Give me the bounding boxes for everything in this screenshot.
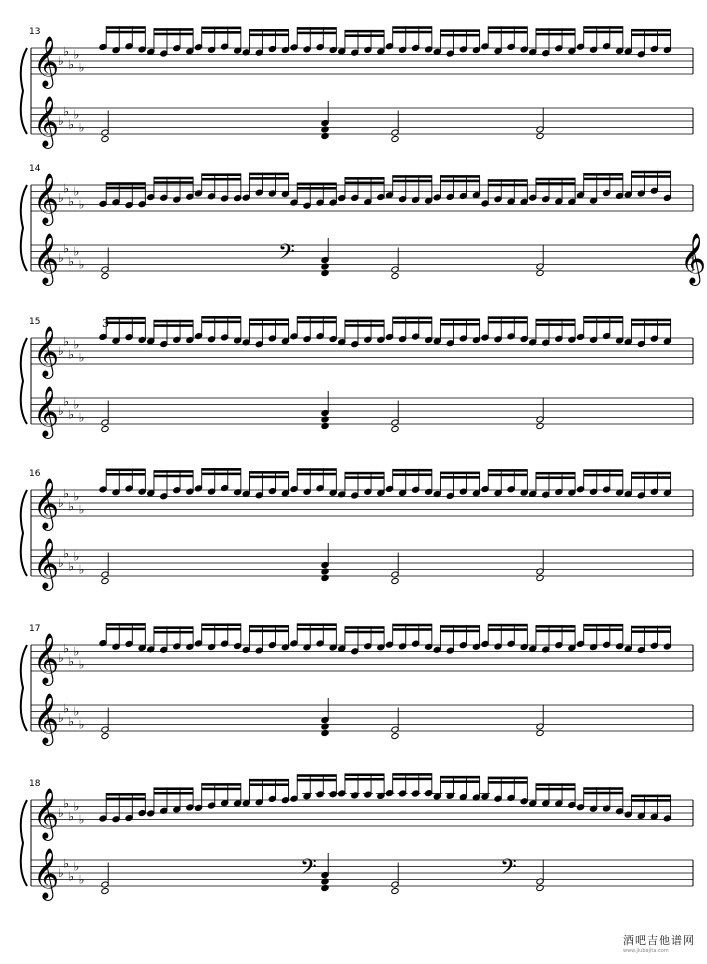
beam [202, 623, 241, 626]
beam [536, 788, 575, 791]
lh-chord [391, 553, 399, 585]
beam [106, 623, 145, 626]
chord-note [101, 887, 109, 894]
chord-note [321, 729, 329, 736]
beam [345, 177, 384, 180]
beam [249, 318, 288, 321]
brace [21, 800, 27, 886]
beam [345, 626, 384, 629]
beam [631, 175, 670, 178]
chord-note [391, 272, 399, 279]
flat-icon: ♭ [68, 714, 75, 729]
chord-note [321, 126, 329, 133]
flat-icon: ♭ [78, 657, 85, 672]
chord-note [321, 574, 329, 581]
flat-icon: ♭ [78, 257, 85, 272]
beam [584, 624, 623, 627]
beam [584, 321, 623, 324]
flat-icon: ♭ [73, 107, 80, 122]
beam [297, 321, 336, 324]
treble-clef-icon: 𝄞 [33, 96, 60, 147]
beam [631, 319, 670, 322]
beam [584, 474, 623, 477]
lh-chord [391, 248, 399, 280]
chord-note [101, 272, 109, 279]
beam [154, 792, 193, 795]
beam [106, 793, 145, 796]
beam [249, 29, 288, 32]
beam [106, 473, 145, 476]
beam [584, 178, 623, 181]
treble-clef-icon: 𝄞 [33, 848, 60, 899]
chord-note [536, 729, 544, 736]
bass-clef-icon: 𝄢 [300, 855, 317, 885]
beam [393, 473, 432, 476]
flat-icon: ♭ [73, 704, 80, 719]
treble-clef-icon: 𝄞 [33, 478, 60, 529]
beam [202, 173, 241, 176]
flat-icon: ♭ [78, 197, 85, 212]
chord-note [391, 135, 399, 142]
beam [106, 26, 145, 29]
system-17 [21, 623, 693, 746]
flat-icon: ♭ [63, 104, 69, 119]
beam [202, 468, 241, 471]
lh-chord [536, 398, 544, 430]
beam [154, 28, 193, 31]
beam [345, 320, 384, 323]
beam [249, 779, 288, 782]
beam [202, 178, 241, 181]
beam [154, 320, 193, 323]
lh-chord [101, 708, 109, 740]
beam [536, 625, 575, 628]
beam [297, 468, 336, 471]
flat-icon: ♭ [58, 496, 64, 510]
beam [345, 778, 384, 781]
beam [440, 630, 479, 633]
beam [106, 317, 145, 320]
beam [393, 773, 432, 776]
beam [249, 33, 288, 36]
beam [297, 183, 336, 186]
lh-chord [536, 108, 544, 140]
beam [249, 177, 288, 180]
flat-icon: ♭ [63, 641, 69, 656]
beam [488, 474, 527, 477]
measure-number: 15 [29, 317, 41, 327]
flat-icon: ♭ [58, 651, 64, 665]
beam [440, 625, 479, 628]
beam [393, 778, 432, 781]
chord-note [391, 887, 399, 894]
beam [631, 799, 670, 802]
flat-icon: ♭ [73, 489, 80, 504]
beam [154, 181, 193, 184]
beam [393, 317, 432, 320]
beam [631, 626, 670, 629]
flat-icon: ♭ [68, 254, 75, 269]
treble-clef-icon: 𝄞 [33, 538, 60, 589]
beam [154, 33, 193, 36]
treble-clef-icon: 𝄞 [33, 693, 60, 744]
beam [393, 321, 432, 324]
beam [297, 473, 336, 476]
beam [345, 182, 384, 185]
lh-chord [101, 248, 109, 280]
flat-icon: ♭ [78, 120, 85, 135]
beam [584, 792, 623, 795]
beam [393, 31, 432, 34]
chord-note [321, 416, 329, 423]
lh-chord [391, 863, 399, 895]
beam [584, 787, 623, 790]
brace [21, 338, 27, 424]
beam [584, 26, 623, 29]
beam [584, 316, 623, 319]
flat-icon: ♭ [58, 114, 64, 128]
beam [536, 476, 575, 479]
beam [488, 26, 527, 29]
chord-note [321, 132, 329, 139]
beam [345, 30, 384, 33]
flat-icon: ♭ [78, 812, 85, 827]
beam [393, 624, 432, 627]
beam [488, 781, 527, 784]
flat-icon: ♭ [63, 394, 69, 409]
flat-icon: ♭ [68, 117, 75, 132]
beam [440, 175, 479, 178]
flat-icon: ♭ [68, 57, 75, 72]
flat-icon: ♭ [58, 251, 64, 265]
brace [21, 645, 27, 731]
beam [440, 180, 479, 183]
flat-icon: ♭ [58, 866, 64, 880]
chord-note [321, 568, 329, 575]
flat-icon: ♭ [68, 559, 75, 574]
beam [345, 324, 384, 327]
beam [202, 783, 241, 786]
treble-clef-icon: 𝄞 [33, 233, 60, 284]
beam [536, 33, 575, 36]
beam [297, 774, 336, 777]
beam [249, 471, 288, 474]
treble-clef-icon: 𝄞 [33, 326, 60, 377]
beam [488, 628, 527, 631]
beam [297, 187, 336, 190]
beam [488, 777, 527, 780]
beam [440, 472, 479, 475]
beam [202, 316, 241, 319]
beam [536, 178, 575, 181]
beam [536, 472, 575, 475]
chord-note [321, 723, 329, 730]
beam [440, 29, 479, 32]
beam [536, 323, 575, 326]
flat-icon: ♭ [68, 869, 75, 884]
chord-note [101, 732, 109, 739]
flat-icon: ♭ [58, 404, 64, 418]
beam [154, 470, 193, 473]
lh-chord [536, 705, 544, 737]
system-18 [21, 773, 693, 901]
beam [536, 319, 575, 322]
beam [488, 179, 527, 182]
beam [631, 33, 670, 36]
beam [393, 628, 432, 631]
beam [297, 623, 336, 626]
beam [631, 29, 670, 32]
lh-chord [101, 863, 109, 895]
chord-note [321, 878, 329, 885]
flat-icon: ♭ [68, 407, 75, 422]
beam [297, 27, 336, 30]
beam [584, 628, 623, 631]
flat-icon: ♭ [73, 859, 80, 874]
beam [584, 173, 623, 176]
beam [631, 476, 670, 479]
bass-clef-icon: 𝄢 [278, 240, 295, 270]
beam [106, 321, 145, 324]
lh-chord [391, 708, 399, 740]
brace [21, 490, 27, 576]
chord-note [536, 574, 544, 581]
flat-icon: ♭ [63, 796, 69, 811]
beam [440, 318, 479, 321]
flat-icon: ♭ [63, 181, 69, 196]
treble-clef-icon: 𝄞 [33, 173, 60, 224]
measure-number: 17 [29, 624, 41, 634]
beam [154, 626, 193, 629]
flat-icon: ♭ [58, 806, 64, 820]
beam [488, 184, 527, 187]
beam [202, 31, 241, 34]
beam [631, 323, 670, 326]
flat-icon: ♭ [73, 799, 80, 814]
flat-icon: ♭ [58, 556, 64, 570]
beam [106, 187, 145, 190]
flat-icon: ♭ [78, 410, 85, 425]
flat-icon: ♭ [78, 562, 85, 577]
beam [106, 628, 145, 631]
chord-note [101, 135, 109, 142]
lh-chord [391, 401, 399, 433]
flat-icon: ♭ [58, 54, 64, 68]
beam [631, 171, 670, 174]
system-16 [21, 468, 693, 591]
treble-clef-icon: 𝄞 [33, 36, 60, 87]
treble-clef-icon: 𝄞 [33, 788, 60, 839]
lh-chord [101, 401, 109, 433]
beam [584, 469, 623, 472]
chord-note [321, 263, 329, 270]
beam [249, 625, 288, 628]
treble-clef-icon: 𝄞 [680, 233, 707, 284]
treble-clef-icon: 𝄞 [33, 386, 60, 437]
beam [249, 323, 288, 326]
flat-icon: ♭ [78, 872, 85, 887]
flat-icon: ♭ [73, 47, 80, 62]
beam [154, 787, 193, 790]
flat-icon: ♭ [73, 397, 80, 412]
chord-note [321, 422, 329, 429]
flat-icon: ♭ [68, 347, 75, 362]
chord-note [391, 425, 399, 432]
beam [488, 31, 527, 34]
beam [249, 173, 288, 176]
beam [202, 788, 241, 791]
beam [249, 783, 288, 786]
lh-chord [536, 550, 544, 582]
watermark [623, 932, 695, 954]
beam [488, 624, 527, 627]
beam [249, 630, 288, 633]
flat-icon: ♭ [78, 717, 85, 732]
measure-number: 18 [29, 779, 41, 789]
beam [584, 31, 623, 34]
chord-note [101, 577, 109, 584]
flat-icon: ♭ [63, 701, 69, 716]
beam [202, 27, 241, 30]
flat-icon: ♭ [78, 60, 85, 75]
beam [440, 476, 479, 479]
beam [393, 180, 432, 183]
flat-icon: ♭ [63, 44, 69, 59]
beam [154, 177, 193, 180]
system-15 [21, 316, 693, 439]
beam [202, 628, 241, 631]
flat-icon: ♭ [63, 546, 69, 561]
brace [21, 185, 27, 271]
flat-icon: ♭ [73, 184, 80, 199]
beam [536, 28, 575, 31]
system-14 [21, 164, 706, 286]
beam [631, 472, 670, 475]
flat-icon: ♭ [73, 337, 80, 352]
flat-icon: ♭ [78, 502, 85, 517]
beam [345, 631, 384, 634]
beam [297, 628, 336, 631]
chord-note [536, 269, 544, 276]
beam [106, 798, 145, 801]
bass-clef-icon: 𝄢 [500, 855, 517, 885]
measure-number: 14 [29, 164, 41, 174]
system-13 [21, 26, 693, 149]
chord-note [391, 577, 399, 584]
beam [440, 780, 479, 783]
beam [393, 469, 432, 472]
flat-icon: ♭ [63, 486, 69, 501]
beam [536, 182, 575, 185]
lh-chord [101, 553, 109, 585]
treble-clef-icon: 𝄞 [33, 633, 60, 684]
lh-chord [536, 860, 544, 892]
measure-number: 13 [29, 27, 41, 37]
flat-icon: ♭ [63, 334, 69, 349]
flat-icon: ♭ [68, 809, 75, 824]
beam [154, 631, 193, 634]
beam [488, 469, 527, 472]
beam [393, 26, 432, 29]
chord-note [536, 422, 544, 429]
beam [440, 34, 479, 37]
beam [297, 316, 336, 319]
beam [202, 473, 241, 476]
flat-icon: ♭ [73, 549, 80, 564]
flat-icon: ♭ [73, 644, 80, 659]
flat-icon: ♭ [68, 194, 75, 209]
flat-icon: ♭ [63, 856, 69, 871]
brace [21, 48, 27, 134]
beam [249, 476, 288, 479]
beam [536, 783, 575, 786]
flat-icon: ♭ [78, 350, 85, 365]
chord-note [391, 732, 399, 739]
measure-number: 16 [29, 469, 41, 479]
flat-icon: ♭ [73, 244, 80, 259]
beam [631, 795, 670, 798]
beam [536, 630, 575, 633]
lh-chord [391, 111, 399, 143]
beam [106, 31, 145, 34]
beam [345, 34, 384, 37]
flat-icon: ♭ [63, 241, 69, 256]
flat-icon: ♭ [68, 499, 75, 514]
chord-note [321, 884, 329, 891]
flat-icon: ♭ [58, 711, 64, 725]
beam [154, 475, 193, 478]
beam [106, 469, 145, 472]
watermark-text: 酒吧吉他谱网 [623, 934, 695, 947]
lh-chord [101, 111, 109, 143]
beam [393, 175, 432, 178]
chord-note [536, 132, 544, 139]
beam [297, 32, 336, 35]
flat-icon: ♭ [68, 654, 75, 669]
beam [345, 773, 384, 776]
flat-icon: ♭ [58, 191, 64, 205]
beam [345, 476, 384, 479]
chord-note [101, 425, 109, 432]
watermark-url: www.jiubajita.com [623, 948, 669, 954]
flat-icon: ♭ [58, 344, 64, 358]
chord-note [321, 269, 329, 276]
lh-chord [536, 245, 544, 277]
beam [488, 316, 527, 319]
beam [488, 321, 527, 324]
beam [440, 776, 479, 779]
beam [345, 472, 384, 475]
beam [631, 630, 670, 633]
beam [154, 324, 193, 327]
beam [297, 779, 336, 782]
beam [106, 182, 145, 185]
fingering-annotation: 3 [102, 317, 109, 330]
chord-note [536, 884, 544, 891]
beam [440, 323, 479, 326]
beam [202, 321, 241, 324]
